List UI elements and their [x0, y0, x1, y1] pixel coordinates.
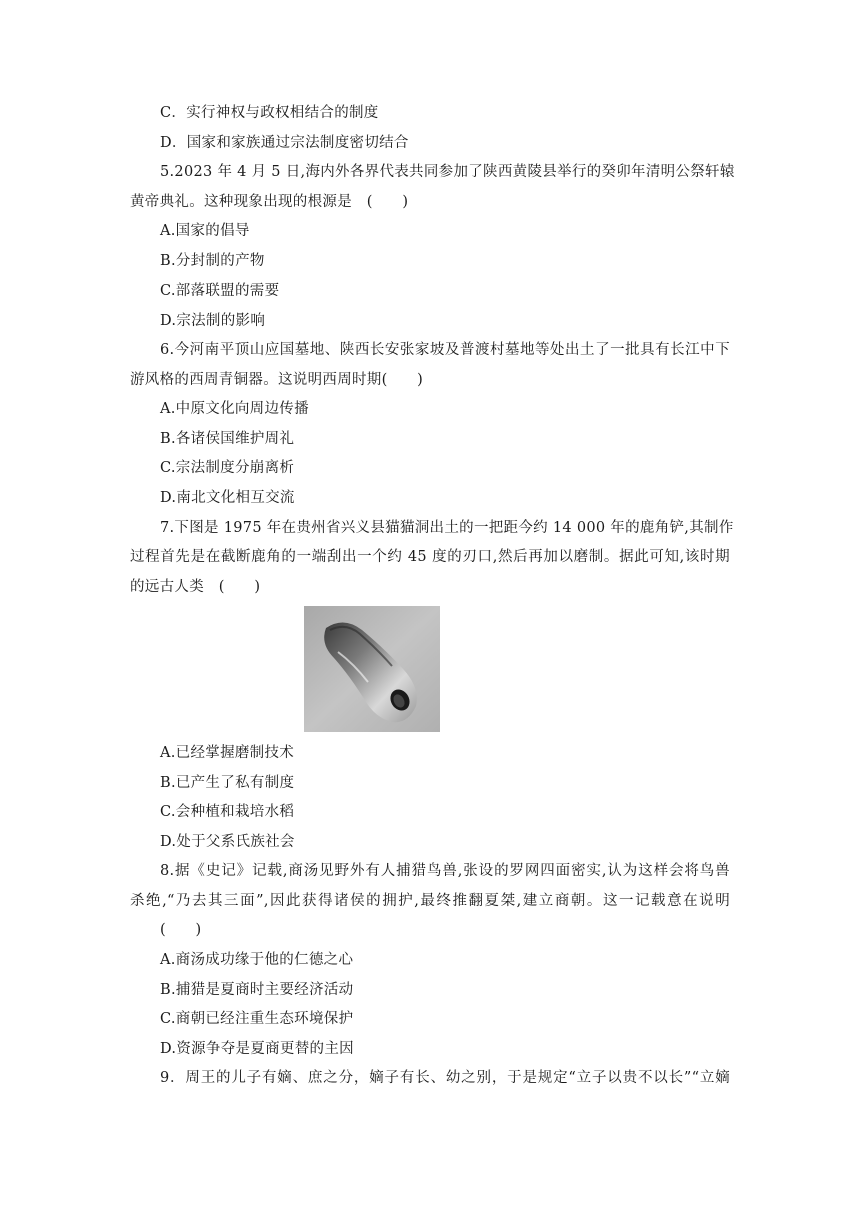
question-5-option-c: C.部落联盟的需要: [160, 283, 280, 299]
question-6-option-b: B.各诸侯国维护周礼: [160, 431, 295, 447]
question-8-stem-line2: 杀绝,“乃去其三面”,因此获得诸侯的拥护,最终推翻夏桀,建立商朝。这一记载意在说明: [130, 893, 730, 909]
antler-shovel-image: [304, 606, 440, 732]
question-7-stem-line1: 7.下图是 1975 年在贵州省兴义县猫猫洞出土的一把距今约 14 000 年的鹿角铲,其制作: [160, 520, 734, 536]
question-7-option-d: D.处于父系氏族社会: [160, 834, 295, 850]
question-8-stem-line3: ( ): [160, 922, 202, 938]
question-7-option-b: B.已产生了私有制度: [160, 775, 295, 791]
question-5-option-b: B.分封制的产物: [160, 253, 265, 269]
question-8-option-a: A.商汤成功缘于他的仁德之心: [160, 952, 354, 968]
question-8-option-b: B.捕猎是夏商时主要经济活动: [160, 982, 354, 998]
question-5-stem-line1: 5.2023 年 4 月 5 日,海内外各界代表共同参加了陕西黄陵县举行的癸卯年清明公祭轩辕: [160, 164, 735, 180]
question-6-option-d: D.南北文化相互交流: [160, 490, 295, 506]
question-8-option-d: D.资源争夺是夏商更替的主因: [160, 1041, 354, 1057]
question-6-stem-line1: 6.今河南平顶山应国墓地、陕西长安张家坡及普渡村墓地等处出土了一批具有长江中下: [160, 342, 730, 358]
question-7-stem-line3: 的远古人类 ( ): [130, 579, 261, 595]
question-5-option-d: D.宗法制的影响: [160, 313, 266, 329]
question-6-option-c: C.宗法制度分崩离析: [160, 460, 295, 476]
question-5-stem-line2: 黄帝典礼。这种现象出现的根源是 ( ): [130, 194, 409, 210]
question-7-stem-line2: 过程首先是在截断鹿角的一端刮出一个约 45 度的刃口,然后再加以磨制。据此可知,该时期: [130, 549, 730, 565]
question-9-stem-line1: 9．周王的儿子有嫡、庶之分，嫡子有长、幼之别，于是规定“立子以贵不以长”“立嫡: [160, 1070, 730, 1086]
question-8-stem-line1: 8.据《史记》记载,商汤见野外有人捕猎鸟兽,张设的罗网四面密实,认为这样会将鸟兽: [160, 863, 730, 879]
option-c: C．实行神权与政权相结合的制度: [160, 105, 379, 121]
question-5-option-a: A.国家的倡导: [160, 223, 250, 239]
question-6-stem-line2: 游风格的西周青铜器。这说明西周时期( ): [130, 372, 424, 388]
question-7-option-c: C.会种植和栽培水稻: [160, 804, 295, 820]
question-7-option-a: A.已经掌握磨制技术: [160, 745, 295, 761]
question-8-option-c: C.商朝已经注重生态环境保护: [160, 1011, 354, 1027]
question-6-option-a: A.中原文化向周边传播: [160, 401, 309, 417]
option-d: D．国家和家族通过宗法制度密切结合: [160, 135, 409, 151]
